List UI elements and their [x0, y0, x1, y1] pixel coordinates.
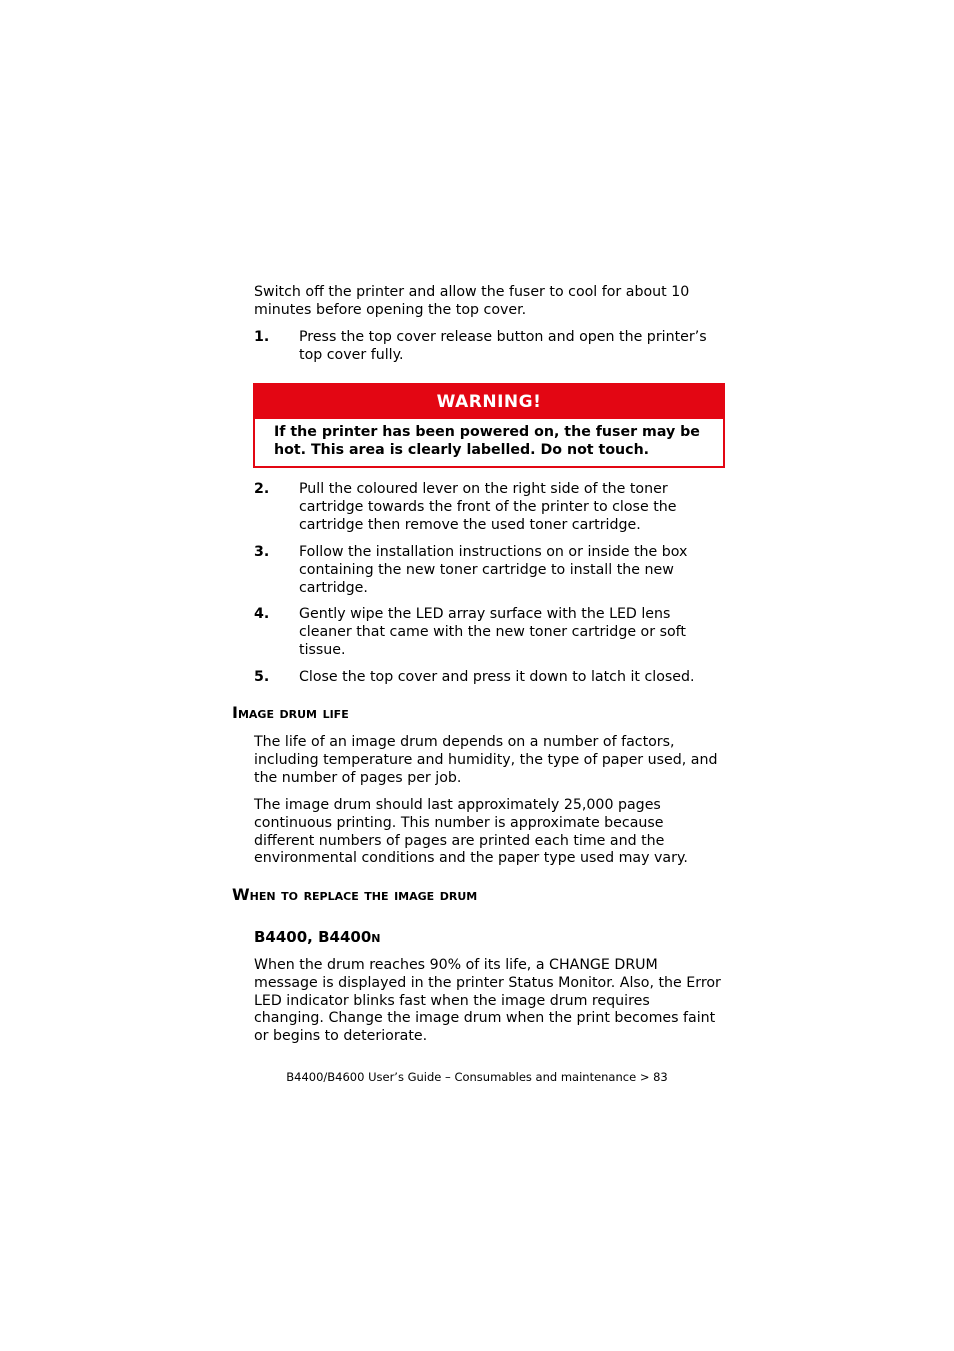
step-number: 1. — [254, 329, 270, 345]
page-footer: B4400/B4600 User’s Guide – Consumables and maintenance > 83 — [286, 1070, 668, 1084]
step-2 — [254, 481, 724, 534]
image-drum-life-paragraph-1: The life of an image drum depends on a number of factors, including temperature and humidity, the type of paper used, and the number of pages per job. — [254, 734, 718, 786]
step-number: 2. — [254, 481, 270, 497]
step-text: Follow the installation instructions on or inside the box containing the new toner cartridge to install the new cartridge. — [299, 544, 688, 596]
step-text: Close the top cover and press it down to latch it closed. — [299, 669, 695, 685]
section-heading-image-drum-life: Image drum life — [232, 703, 349, 722]
step-4 — [254, 606, 724, 659]
step-number: 4. — [254, 606, 270, 622]
image-drum-life-paragraph-2: The image drum should last approximately 25,000 pages continuous printing. This number is approximate because different numbers of pages are printed each time and the environmental conditions and the paper type used may vary. — [254, 797, 688, 867]
step-text: Gently wipe the LED array surface with the LED lens cleaner that came with the new toner cartridge or soft tissue. — [299, 606, 686, 658]
step-number: 3. — [254, 544, 270, 560]
step-number: 5. — [254, 669, 270, 685]
step-text: Press the top cover release button and open the printer’s top cover fully. — [299, 329, 707, 363]
subheading-models: B4400, B4400n — [254, 928, 381, 946]
step-5 — [254, 669, 724, 687]
intro-paragraph: Switch off the printer and allow the fuser to cool for about 10 minutes before opening the top cover. — [254, 284, 690, 318]
step-3 — [254, 544, 724, 597]
step-text: Pull the coloured lever on the right side of the toner cartridge towards the front of the printer to close the cartridge then remove the used toner cartridge. — [299, 481, 677, 533]
warning-title: WARNING! — [255, 385, 723, 419]
section-heading-when-to-replace: When to replace the image drum — [232, 885, 478, 904]
step-1 — [254, 329, 724, 365]
warning-box — [253, 383, 725, 468]
replace-drum-paragraph: When the drum reaches 90% of its life, a CHANGE DRUM message is displayed in the printer Status Monitor. Also, the Error LED indicator blinks fast when the image drum requires changing. Change the image drum when the print becomes faint or begins to deteriorate. — [254, 957, 721, 1045]
warning-text: If the printer has been powered on, the fuser may be hot. This area is clearly labelled. Do not touch. — [274, 424, 700, 458]
